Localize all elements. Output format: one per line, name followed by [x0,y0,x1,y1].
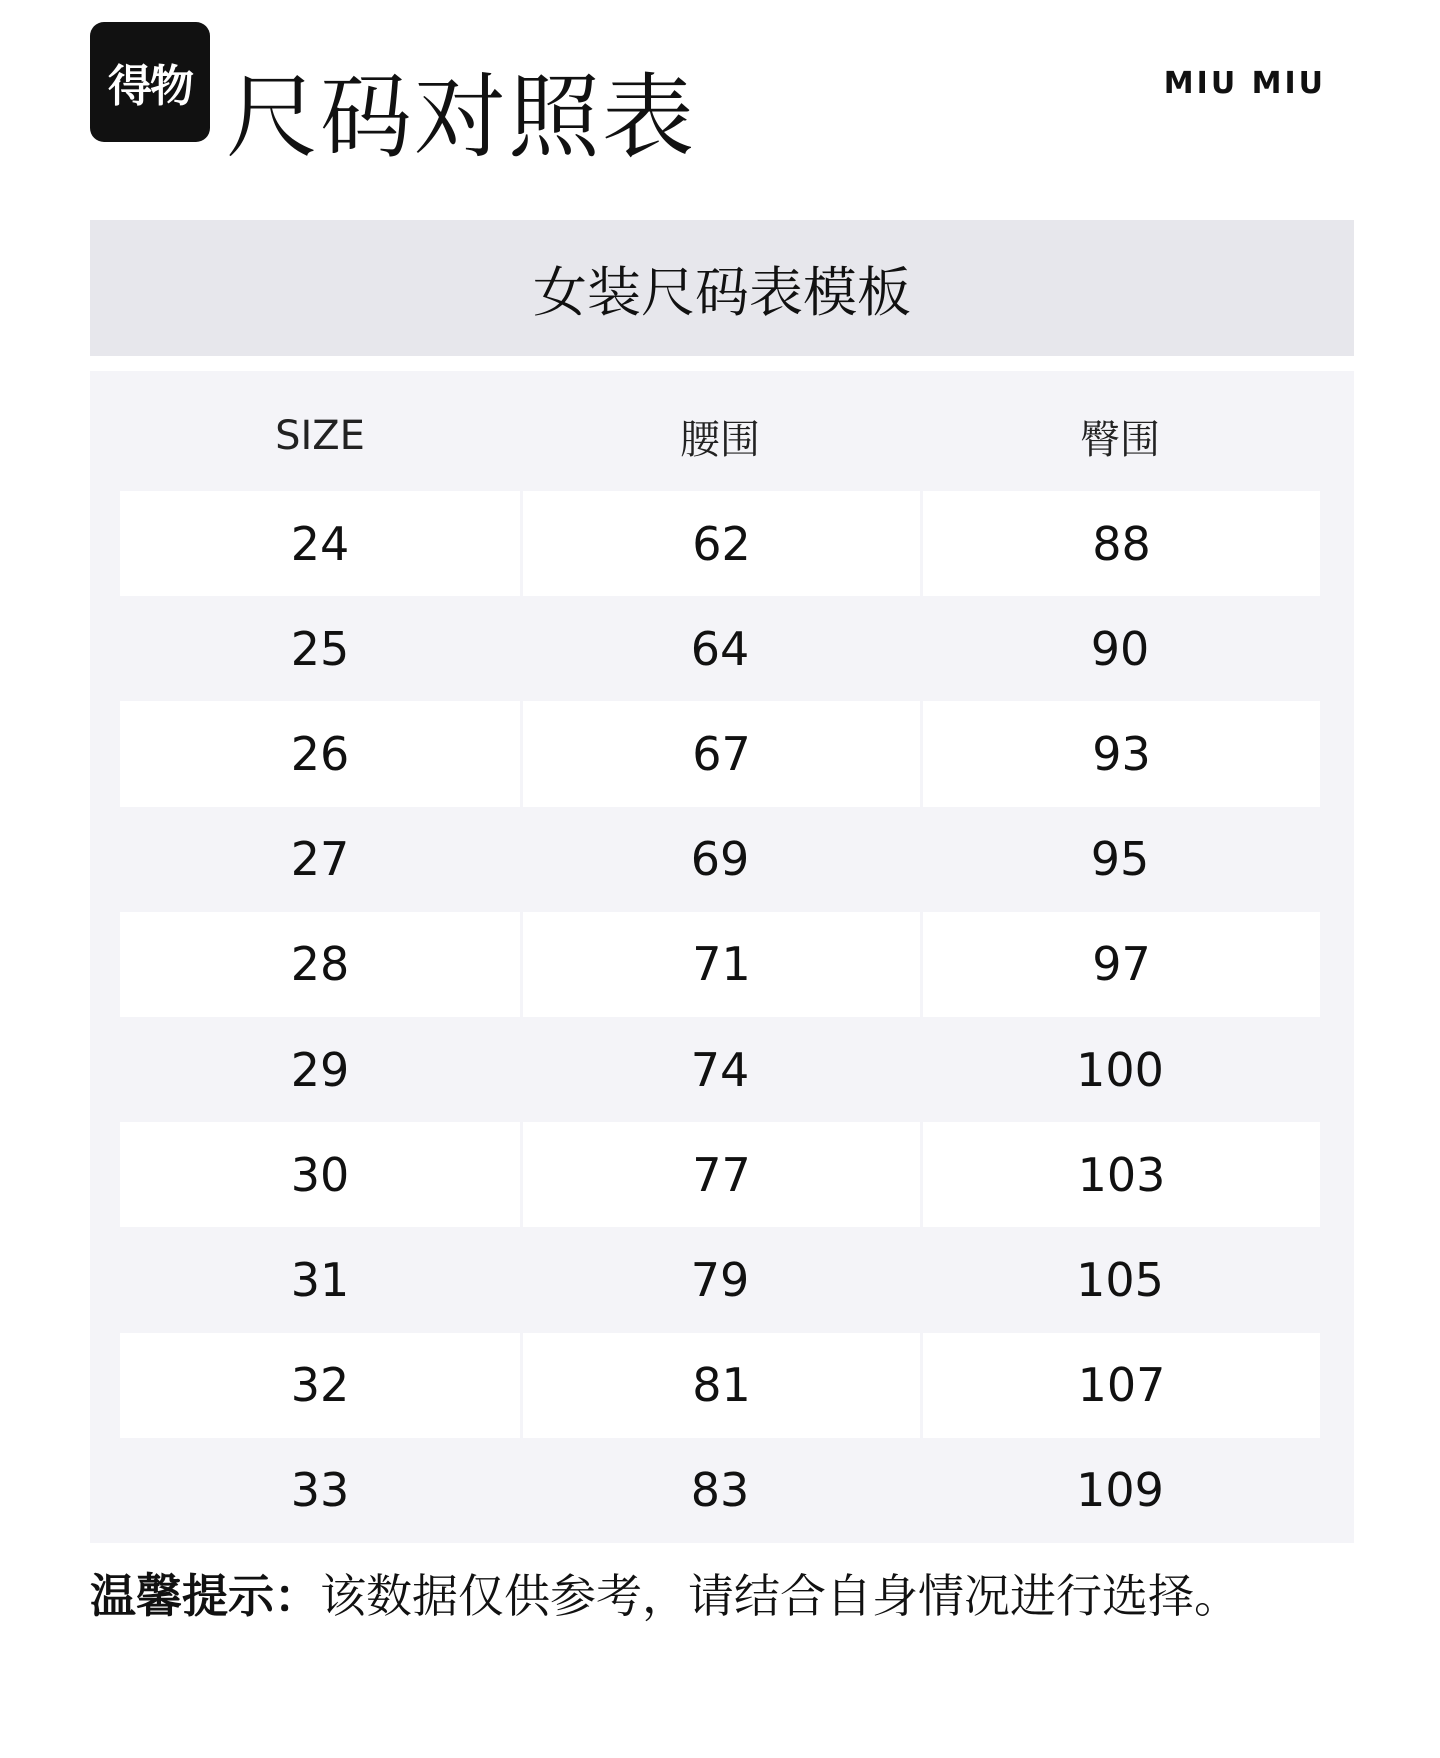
footnote-text: 该数据仅供参考，请结合自身情况进行选择。 [320,1569,1240,1623]
cell-size: 33 [290,1463,350,1518]
brand-logo: MIU MIU [1163,66,1326,101]
cell-waist: 69 [690,832,750,887]
cell-size: 32 [120,1333,520,1438]
cell-hip: 107 [920,1333,1320,1438]
cell-waist: 71 [520,912,920,1017]
cell-hip: 95 [1090,832,1150,887]
cell-hip: 90 [1090,621,1150,676]
table-heading-text: 女装尺码表模板 [533,260,911,324]
column-header-waist: 腰围 [680,416,760,463]
logo-text: 得物 [108,61,192,112]
cell-hip: 100 [1076,1042,1164,1097]
footnote-label: 温馨提示： [90,1569,320,1623]
cell-waist: 79 [690,1252,750,1307]
cell-size: 25 [290,621,350,676]
cell-hip: 103 [920,1122,1320,1227]
cell-size: 24 [120,491,520,596]
table-row [120,912,1320,1017]
table-row [120,1333,1320,1438]
header [90,22,1354,171]
size-table [90,371,1354,1543]
cell-waist: 77 [520,1122,920,1227]
cell-waist: 81 [520,1333,920,1438]
cell-waist: 83 [690,1463,750,1518]
table-row [120,491,1320,596]
cell-size: 30 [120,1122,520,1227]
table-body [120,491,1320,1543]
cell-hip: 105 [1076,1252,1164,1307]
table-row [120,1227,1320,1332]
cell-hip: 93 [920,701,1320,806]
column-header-hip: 臀围 [1080,416,1160,463]
table-row [120,1438,1320,1543]
cell-size: 27 [290,832,350,887]
cell-size: 26 [120,701,520,806]
table-row [120,596,1320,701]
app-logo [90,22,210,142]
cell-hip: 97 [920,912,1320,1017]
cell-waist: 62 [520,491,920,596]
cell-size: 31 [290,1252,350,1307]
table-row [120,701,1320,806]
table-row [120,807,1320,912]
cell-hip: 109 [1076,1463,1164,1518]
table-heading [90,220,1354,356]
cell-waist: 74 [690,1042,750,1097]
table-row [120,1017,1320,1122]
cell-waist: 67 [520,701,920,806]
footnote [90,1560,1240,1626]
column-header-size: SIZE [275,413,365,459]
cell-size: 28 [120,912,520,1017]
table-row [120,1122,1320,1227]
cell-hip: 88 [920,491,1320,596]
cell-size: 29 [290,1042,350,1097]
cell-waist: 64 [690,621,750,676]
page-title: 尺码对照表 [226,64,697,171]
